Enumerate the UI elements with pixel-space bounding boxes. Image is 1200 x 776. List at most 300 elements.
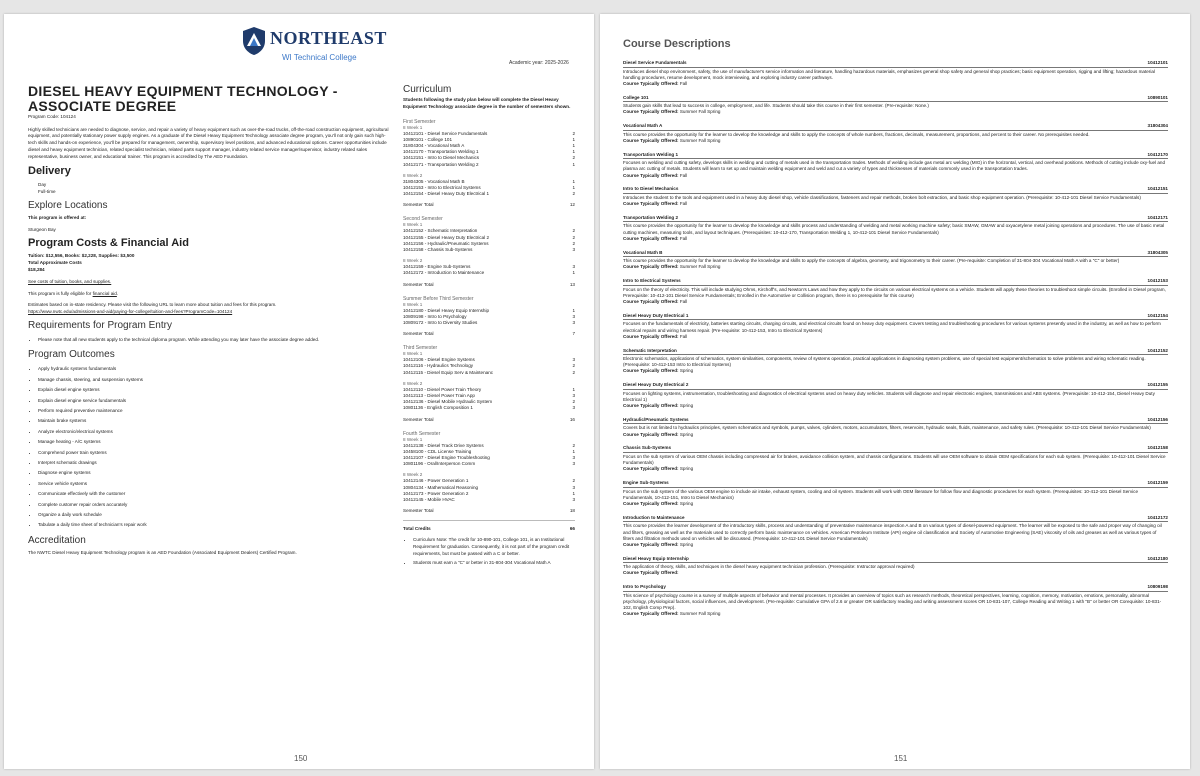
logo-name: NORTHEAST: [270, 28, 387, 48]
course-description: [623, 313, 1168, 340]
course-credits: 2: [572, 369, 575, 375]
course-offered: [623, 432, 1168, 438]
week-heading: 8 Week 1: [403, 124, 423, 130]
course-credits: 2: [572, 399, 575, 405]
course-name: 10412151 - Intro to Diesel Mechanics: [403, 155, 480, 161]
course-title: College 101: [623, 94, 649, 100]
divider: [403, 520, 575, 521]
course-name: 10412158 - Chassis Sub-Systems: [403, 247, 473, 253]
course-title: Intro to Diesel Mechanics: [623, 186, 679, 192]
course-name: 10412107 - Diesel Engine Troubleshooting: [403, 455, 490, 461]
course-offered-terms: Spring: [679, 501, 694, 507]
course-name: 10412146 - Power Generation 1: [403, 478, 469, 484]
semester-list: [403, 119, 575, 515]
course-number: 10890101: [1147, 94, 1168, 100]
course-offered-terms: Summer Fall Spring: [679, 264, 721, 270]
outcome-item: • Apply hydraulic systems fundamentals: [38, 364, 393, 374]
outcome-item: • Perform required preventive maintenance: [38, 406, 393, 416]
week-heading: 8 Week 2: [403, 258, 423, 264]
course-credits: 3: [572, 313, 575, 319]
semester-total-row: [403, 417, 575, 423]
course-name: 10801196 - Oral/Interperson Comm: [403, 461, 476, 467]
course-number: 31804305: [1147, 249, 1168, 255]
course-title: Vocational Math B: [623, 249, 663, 255]
course-title: Schematic Interpretation: [623, 347, 677, 353]
course-name: 10412154 - Diesel Heavy Duty Electrical 1: [403, 191, 490, 197]
course-text: This course provides the opportunity for the learner to develop the knowledge and skills process and understanding of welding and metal working machine safety; basic SMAW, GMAW and oxyacetylene metal joining operations and procedures. The use of basic metal cutting machines, measuring tools, and layout techniques. (Prerequisites: 10-412-170, Transportation Welding 1, 10-412-101 Diesel Service Fundamentals): [623, 223, 1165, 235]
course-description: [623, 445, 1168, 472]
course-offered: [623, 403, 1168, 409]
course-number: 10412159: [1147, 480, 1168, 486]
course-offered-terms: Spring: [679, 541, 694, 547]
course-number: 10412180: [1147, 555, 1168, 561]
course-title: Introduction to Maintenance: [623, 514, 685, 520]
course-number: 10412158: [1147, 445, 1168, 451]
shield-logo-icon: [242, 26, 266, 56]
course-number: 10412151: [1147, 186, 1168, 192]
course-number: 10412170: [1147, 151, 1168, 157]
semester-block: [403, 296, 575, 338]
semester-block: [403, 216, 575, 287]
course-heading: [623, 60, 1168, 68]
semester-total-value: 12: [569, 202, 575, 208]
course-name: 10412145 - Mobile HVAC: [403, 497, 455, 503]
course-credits: 3: [572, 320, 575, 326]
course-heading: [623, 215, 1168, 223]
outcomes-heading: Program Outcomes: [28, 349, 115, 361]
course-number: 10412154: [1147, 312, 1168, 318]
course-offered-label: Course Typically Offered:: [623, 201, 679, 207]
course-name: 10412153 - Intro to Electrical Systems: [403, 185, 481, 191]
total-credits-row: [403, 526, 575, 532]
page-number: 150: [294, 754, 308, 763]
course-offered-label: Course Typically Offered:: [623, 570, 679, 576]
course-name: 10412171 - Transportation Welding 2: [403, 161, 479, 167]
course-credits: 1: [572, 448, 575, 454]
requirement-item: • Please note that all new students apply to the technical diploma program. While attending you may later have the associate degree added.: [38, 335, 393, 345]
costs-link[interactable]: See costs of tuition, books, and supplies.: [28, 278, 112, 284]
course-name: 10412172 - Introduction to Maintenance: [403, 270, 485, 276]
course-row: [403, 191, 575, 197]
total-credits-value: 66: [569, 526, 575, 532]
tuition-line: Tuition: $12,556, Books: $2,228, Supplies: $3,500: [28, 253, 135, 259]
course-number: 10412172: [1147, 514, 1168, 520]
semester-block: [403, 431, 575, 515]
course-offered-terms: Spring: [679, 403, 694, 409]
course-credits: 2: [572, 478, 575, 484]
course-offered: [623, 81, 1168, 87]
semester-heading: First Semester: [403, 118, 436, 125]
course-descriptions-list: [623, 60, 1168, 625]
course-name: 10412170 - Transportation Welding 1: [403, 149, 479, 155]
course-description: [623, 348, 1168, 375]
semester-total-label: Semester Total: [403, 416, 434, 422]
course-offered-label: Course Typically Offered:: [623, 264, 679, 270]
course-offered-terms: Spring: [679, 431, 694, 437]
course-description: [623, 480, 1168, 507]
page-151: [600, 14, 1190, 769]
course-offered-terms: Fall: [679, 333, 688, 339]
course-title: Transportation Welding 2: [623, 214, 679, 220]
course-text: This course provides the learner development of the introductory skills, process and understanding of preventative maintenance inspection A and B on various types of diesel-powered equipment. The learner will be exposed to the safe and proper way of changing oil and filters, greasing as well as the materials used to correctly perform basic maintenance on vehicles. American Petroleum Institute (API) engine oil classification and Society of Automotive Engineering (SAE) viscosity of oils and greases as well as various types of filters and filtration methods used on vehicles will be discussed. (Prerequisite: 10-412-101 Diesel Service Fundamentals): [623, 523, 1162, 541]
course-number: 10412101: [1147, 60, 1168, 65]
course-name: 10412173 - Power Generation 2: [403, 490, 469, 496]
logo-subtitle: WI Technical College: [282, 53, 357, 62]
outcome-item: • Explain diesel engine service fundamentals: [38, 396, 393, 406]
week-heading: 8 Week 2: [403, 380, 423, 386]
course-name: 10412180 - Diesel Heavy Equip Internship: [403, 307, 490, 313]
week-heading: 8 Week 2: [403, 472, 423, 478]
course-title: Hydraulic/Pneumatic Systems: [623, 416, 689, 422]
course-offered: [623, 611, 1168, 617]
course-name: 10809198 - Intro to Psychology: [403, 313, 467, 319]
outcome-item: • Organize a daily work schedule: [38, 510, 393, 520]
course-name: 10412159 - Engine Sub-Systems: [403, 264, 471, 270]
course-name: 10412113 - Diesel Power Train App: [403, 393, 475, 399]
curriculum-note: • Students must earn a "C" or better in 31-804-304 Vocational Math A: [413, 559, 575, 566]
outcome-item: • Tabulate a daily time sheet of technician's repair work: [38, 520, 393, 530]
semester-total-row: [403, 202, 575, 208]
college-logo: [242, 26, 392, 70]
accreditation-text: The NWTC Diesel Heavy Equipment Technology program is an AED Foundation (Associated Equipment Dealers) Certified Program.: [28, 549, 297, 555]
course-description: [623, 152, 1168, 179]
course-text: Students gain skills that lead to success in college, employment, and life. Students should take this course in their first semester. (Pre-requisite: None.): [623, 103, 929, 109]
course-heading: [623, 348, 1168, 356]
course-descriptions-title: Course Descriptions: [623, 38, 731, 50]
course-text: Focuses on lighting systems, instrumentation, troubleshooting and diagnostics of electrical systems used on heavy duty vehicles. Students will diagnose and repair electronic engines, transmissions and ABS systems. (Prerequisite: 10-412-154, Diesel Heavy Duty Electrical 1): [623, 390, 1155, 402]
course-credits: 1: [572, 136, 575, 142]
course-heading: [623, 123, 1168, 131]
course-credits: 3: [572, 461, 575, 467]
location-name: Sturgeon Bay: [28, 226, 56, 232]
course-description: [623, 556, 1168, 577]
outcome-item: • Analyze electronic/electrical systems: [38, 427, 393, 437]
delivery-item: Day: [38, 181, 47, 187]
course-offered-label: Course Typically Offered:: [623, 541, 679, 547]
semester-total-value: 7: [572, 331, 575, 337]
course-offered-label: Course Typically Offered:: [623, 299, 679, 305]
course-name: 10458100 - CDL License Training: [403, 448, 472, 454]
outcome-item: • Service vehicle systems: [38, 479, 393, 489]
course-description: [623, 250, 1168, 271]
total-credits-label: Total Credits: [403, 526, 431, 532]
course-credits: 3: [572, 357, 575, 363]
outcome-item: • Complete customer repair orders accurately: [38, 500, 393, 510]
financial-aid-link[interactable]: financial aid: [92, 290, 117, 296]
outcome-item: • Communicate effectively with the customer: [38, 489, 393, 499]
course-credits: 2: [572, 155, 575, 161]
course-credits: 2: [572, 191, 575, 197]
course-row: [403, 270, 575, 276]
semester-total-label: Semester Total: [403, 281, 434, 287]
course-credits: 2: [572, 363, 575, 369]
course-offered-label: Course Typically Offered:: [623, 333, 679, 339]
delivery-heading: Delivery: [28, 164, 71, 177]
course-offered: [623, 201, 1168, 207]
course-heading: [623, 152, 1168, 160]
course-heading: [623, 417, 1168, 425]
course-credits: 2: [572, 234, 575, 240]
course-offered-label: Course Typically Offered:: [623, 431, 679, 437]
curriculum-notes: [403, 536, 575, 566]
page-150: [4, 14, 594, 769]
requirements-heading: Requirements for Program Entry: [28, 319, 172, 331]
course-name: 31804304 - Vocational Math A: [403, 143, 465, 148]
course-offered: [623, 138, 1168, 144]
outcome-item: • Maintain brake systems: [38, 416, 393, 426]
course-description: [623, 60, 1168, 87]
semester-total-label: Semester Total: [403, 331, 434, 337]
course-text: Focus on the sub system of various OEM chassis including compressed air for brakes, avoidance collision system, and chassis configurations. Students will use OEM software to obtain OEM specifications for each sub system. (Prerequisite: 10-412-101 Diesel Service Fundamentals): [623, 453, 1166, 466]
course-credits: 1: [572, 490, 575, 496]
course-text: Covers but is not limited to hydraulics principles, system schematics and symbols, pumps, valves, cylinders, motors, accumulators, filters, reservoirs, hydraulic seals, fluids, maintenance, and safety rules. (Prerequisite: 10-412-101 Diesel Service Fundamentals): [623, 425, 1151, 431]
course-description: [623, 278, 1168, 305]
tuition-url-link[interactable]: https://www.nwtc.edu/admissions-and-aid/paying-for-college/tuition-and-fees?ProgramCode=104124: [28, 309, 233, 315]
course-name: 10804134 - Mathematical Reasoning: [403, 484, 479, 490]
program-description: Highly skilled technicians are needed to diagnose, service, and repair a variety of heavy equipment such as over-the-road trucks, off-the-road construction equipment, agricultural equipment, and potentially stationary power supply engines. As a graduate of the Diesel Heavy Equipment Technology associate degree program, you'll not only gain such high-tech skills and hands-on experience, you'll be prepared for management, ownership, supervisory level positions, and advanced educational options. Career opportunities include diesel and heavy equipment technician, related specialist technician, related parts support manager, industry related service manager/supervisor, industry related sales representative, business owner, and educational trainer. This program is accredited by The AED Foundation.: [28, 126, 389, 159]
course-heading: [623, 186, 1168, 194]
course-title: Diesel Service Fundamentals: [623, 60, 687, 65]
course-title: Engine Sub-Systems: [623, 480, 669, 486]
course-text: Introduces diesel shop environment, safety, the use of manufacturer's service information and literature, handling hazardous materials, emphasizes general shop safety and general shop practices; basic equipment operation, rigging and lifting; hazardous material handling procedures, resume development, mock interviewing, and exploring industry career pathways.: [623, 68, 1155, 80]
course-offered-terms: Spring: [679, 368, 694, 374]
course-name: 10809172 - Intro to Diversity Studies: [403, 320, 478, 326]
course-heading: [623, 556, 1168, 564]
requirements-list: [28, 335, 393, 345]
program-overview-column: [28, 84, 393, 560]
course-offered-terms: Summer Fall Spring: [679, 137, 721, 143]
course-credits: 1: [572, 149, 575, 155]
financial-aid-prefix: This program is fully eligible for: [28, 290, 93, 296]
course-heading: [623, 250, 1168, 258]
course-offered-terms: Spring: [679, 466, 694, 472]
course-number: 10412156: [1147, 416, 1168, 422]
course-row: [403, 320, 575, 326]
semester-block: [403, 119, 575, 209]
week-heading: 8 Week 1: [403, 351, 423, 357]
course-offered-terms: Fall: [679, 80, 688, 86]
semester-heading: Summer Before Third Semester: [403, 295, 474, 302]
semester-heading: Third Semester: [403, 345, 438, 352]
course-credits: 1: [572, 386, 575, 392]
course-credits: 2: [572, 442, 575, 448]
week-heading: 8 Week 2: [403, 172, 423, 178]
course-credits: 3: [572, 393, 575, 399]
course-offered: [623, 109, 1168, 115]
course-credits: 3: [572, 264, 575, 270]
course-name: 10412110 - Diesel Power Train Theory: [403, 386, 482, 392]
outcomes-list: [28, 364, 393, 531]
course-title: Vocational Math A: [623, 123, 663, 129]
course-name: 10412116 - Hydraulics Technology: [403, 363, 474, 369]
course-number: 10412171: [1147, 214, 1168, 220]
course-offered-label: Course Typically Offered:: [623, 137, 679, 143]
course-heading: [623, 278, 1168, 286]
course-credits: 2: [572, 228, 575, 234]
course-offered: [623, 334, 1168, 340]
outcome-item: • Explain diesel engine systems: [38, 385, 393, 395]
course-credits: 1: [572, 161, 575, 167]
course-offered-label: Course Typically Offered:: [623, 501, 679, 507]
approx-cost-label: Total Approximate Costs: [28, 260, 82, 266]
course-offered-terms: Fall: [679, 299, 688, 305]
course-offered: [623, 542, 1168, 548]
course-heading: [623, 445, 1168, 453]
course-description: [623, 382, 1168, 409]
course-title: Diesel Heavy Equip Internship: [623, 555, 689, 561]
course-heading: [623, 313, 1168, 321]
course-number: 10412155: [1147, 382, 1168, 388]
curriculum-column: [403, 84, 575, 568]
outcome-item: • Diagnose engine systems: [38, 468, 393, 478]
semester-total-value: 13: [569, 281, 575, 287]
course-offered: [623, 368, 1168, 374]
course-row: [403, 497, 575, 503]
course-offered-label: Course Typically Offered:: [623, 403, 679, 409]
course-heading: [623, 584, 1168, 592]
course-number: 10412152: [1147, 347, 1168, 353]
semester-block: [403, 345, 575, 422]
financial-aid-suffix: .: [116, 290, 119, 296]
course-description: [623, 123, 1168, 144]
course-name: 10412138 - Diesel Track Drive Systems: [403, 442, 484, 448]
course-offered: [623, 264, 1168, 270]
course-credits: 3: [572, 405, 575, 411]
course-name: 10412152 - Schematic Interpretation: [403, 228, 478, 234]
week-heading: 8 Week 1: [403, 222, 423, 228]
academic-year: Academic year: 2025-2026: [509, 60, 569, 66]
semester-total-row: [403, 331, 575, 337]
course-text: Focuses on welding and cutting safety, develops skills in welding and cutting of metals used in the transportation trades. Methods of welding include gas metal arc welding (MIG) in the horizontal, vertical, and overhead positions. Methods of cutting include oxy-fuel and plasma arc cutting of metals. Students will learn to set up and maintain welding equipment and weld and cut a variety of types and thicknesses of materials commonly used in the transportation trades.: [623, 160, 1166, 172]
offered-at-label: This program is offered at:: [28, 214, 87, 220]
course-description: [623, 215, 1168, 242]
course-offered-terms: Fall: [679, 235, 688, 241]
course-name: 10801136 - English Composition 1: [403, 405, 473, 411]
outcome-item: • Manage chassis, steering, and suspension systems: [38, 375, 393, 385]
outcome-item: • Interpret schematic drawings: [38, 458, 393, 468]
course-text: Focus on the theory of electricity. This will include studying Ohms, Kirchoff's, and Newton's Laws and how they apply to the circuits on various electrical systems on a vehicle. Students will apply these theories to troubleshoot simple circuits. (Enrolled in Diesel program, Prerequisite: 10-412-101 Diesel Service Fundamentals; Enrolled in the Automotive or Collision program, there is no prerequisite for this course): [623, 286, 1166, 298]
course-text: This course provides the opportunity for the learner to develop the knowledge and skills to apply the concepts of whole numbers, fractions, decimals, measurement, proportions, and percent to their career. No prerequisites needed.: [623, 131, 1090, 137]
course-name: 10412136 - Diesel Mobile Hydraulic System: [403, 399, 493, 405]
course-name: 10412106 - Diesel Engine Systems: [403, 357, 475, 363]
approx-cost-value: $18,284: [28, 266, 45, 272]
course-title: Diesel Heavy Duty Electrical 2: [623, 382, 689, 388]
course-credits: 3: [572, 455, 575, 461]
semester-heading: Second Semester: [403, 216, 443, 223]
course-text: This science of psychology course is a survey of multiple aspects of behavior and mental processes. It provides an overview of topics such as research methods, theoretical perspectives, learning, cognition, memory, motivation, emotions, personality, abnormal psychology, physiological factors, social influences, and development. (Pre-requisite: Cumulative GPA of 2.6 or greater OR satisfactory reading and writing assessment scores OR 10-831-107, College Reading and Writing 1 with "B" or better OR Corequisite: 10-831-102, English Comp Prep).: [623, 592, 1162, 611]
course-description: [623, 515, 1168, 548]
course-credits: 3: [572, 484, 575, 490]
course-offered-label: Course Typically Offered:: [623, 172, 679, 178]
delivery-item: Full-time: [38, 189, 56, 195]
week-heading: 8 Week 1: [403, 301, 423, 307]
course-text: Electronic schematics, applications of schematics, system similarities, components, review of systems operation, practical applications in diagnosing system problems, use of special test equipment/schematics to solve problems and wiring schematic reading. (Prerequisite: 10-412-153 Intro to Electrical Systems): [623, 356, 1146, 368]
week-heading: 8 Week 1: [403, 436, 423, 442]
course-name: 10412101 - Diesel Service Fundamentals: [403, 130, 488, 136]
course-description: [623, 186, 1168, 207]
course-number: 10809198: [1147, 584, 1168, 590]
course-offered-label: Course Typically Offered:: [623, 80, 679, 86]
course-offered: [623, 299, 1168, 305]
program-title: DIESEL HEAVY EQUIPMENT TECHNOLOGY - ASSOCIATE DEGREE: [28, 83, 338, 114]
curriculum-intro: Students following the study plan below will complete the Diesel Heavy Equipment Technology associate degree in the number of semesters shown.: [403, 97, 571, 109]
page-number: 151: [894, 754, 908, 763]
course-title: Intro to Electrical Systems: [623, 278, 681, 284]
course-offered-label: Course Typically Offered:: [623, 466, 679, 472]
course-heading: [623, 95, 1168, 103]
course-offered: [623, 236, 1168, 242]
outcome-item: • Comprehend power train systems: [38, 448, 393, 458]
course-credits: 1: [572, 270, 575, 276]
course-name: 10412115 - Diesel Equip Serv & Maintenanc: [403, 369, 494, 375]
costs-heading: Program Costs & Financial Aid: [28, 237, 189, 250]
course-name: 31804305 - Vocational Math B: [403, 178, 465, 184]
locations-heading: Explore Locations: [28, 199, 108, 211]
semester-total-value: 18: [569, 508, 575, 514]
course-heading: [623, 480, 1168, 488]
course-description: [623, 95, 1168, 116]
course-offered-terms: Fall: [679, 172, 688, 178]
course-credits: 1: [572, 143, 575, 148]
course-name: 10412155 - Diesel Heavy Duty Electrical 2: [403, 234, 490, 240]
semester-heading: Fourth Semester: [403, 430, 441, 437]
course-text: Introduces the student to the tools and equipment used in a heavy duty diesel shop, vehicle classifications, fasteners and repair methods, broken bolt extraction, and basic shop equipment operation. (Prerequisite: 10-412-101 Diesel Service Fundamentals): [623, 194, 1141, 200]
delivery-list: [28, 181, 393, 196]
course-text: The application of theory, skills, and techniques in the diesel heavy equipment technician profession. (Prerequisite: Instructor approval required): [623, 564, 915, 570]
course-offered-terms: Fall: [679, 201, 688, 207]
course-offered-label: Course Typically Offered:: [623, 611, 679, 617]
course-offered: [623, 173, 1168, 179]
course-title: Diesel Heavy Duty Electrical 1: [623, 312, 689, 318]
curriculum-heading: Curriculum: [403, 84, 452, 95]
course-offered-label: Course Typically Offered:: [623, 368, 679, 374]
course-credits: 1: [572, 185, 575, 191]
semester-total-row: [403, 282, 575, 288]
accreditation-heading: Accreditation: [28, 534, 86, 546]
course-name: 10412156 - Hydraulic/Pneumatic Systems: [403, 240, 489, 246]
course-heading: [623, 515, 1168, 523]
course-heading: [623, 382, 1168, 390]
course-title: Transportation Welding 1: [623, 151, 679, 157]
semester-total-value: 16: [569, 416, 575, 422]
course-credits: 2: [572, 240, 575, 246]
financial-aid-line: [28, 291, 393, 298]
course-offered: [623, 570, 1168, 576]
course-row: [403, 405, 575, 411]
course-number: 10412153: [1147, 278, 1168, 284]
curriculum-note: • Curriculum Note: The credit for 10-890-101, College 101, is an Institutional Requirement for graduation. Consequently, it is not part of the program credit requirements, but must be passed with a C or better.: [413, 536, 575, 557]
semester-total-row: [403, 508, 575, 514]
course-credits: 2: [572, 130, 575, 136]
estimates-note: Estimates based on in-state residency. Please visit the following URL to learn more about tuition and fees for this program.: [28, 302, 277, 308]
course-name: 10890101 - College 101: [403, 136, 453, 142]
outcome-item: • Manage heating - A/C systems: [38, 437, 393, 447]
course-number: 31804304: [1147, 123, 1168, 129]
course-offered-terms: Summer Fall Spring: [679, 611, 721, 617]
course-offered-terms: Summer Fall Spring: [679, 109, 721, 115]
course-offered: [623, 466, 1168, 472]
course-offered-label: Course Typically Offered:: [623, 235, 679, 241]
semester-total-label: Semester Total: [403, 508, 434, 514]
course-title: Chassis Sub-Systems: [623, 445, 671, 451]
course-text: This course provides the opportunity for the learner to develop the knowledge and skills to apply the concepts of algebra, geometry, and trigonometry to their career. (Pre-requisite: Completion of 31-804-304 Vocational Math A with a "C" or better): [623, 258, 1120, 264]
semester-total-label: Semester Total: [403, 202, 434, 208]
course-text: Focuses on the fundamentals of electricity, batteries starting circuits, charging circuits, and electrical circuits found on heavy duty equipment. Covers testing and troubleshooting procedures for various systems presently used in the industry, as well as how to perform electrical repairs and wiring harness repair. (Pre-requisite: 10-412-153, Intro to Electrical Systems): [623, 321, 1161, 333]
program-code: Program Code: 104124: [28, 114, 76, 119]
course-description: [623, 584, 1168, 617]
course-credits: 1: [572, 178, 575, 184]
course-text: Focus on the sub system of the various OEM engine to include air intake, exhaust system, cooling and oil system. Students will work with OEM literature for follow flow and diagnostic procedures for each system. (Prerequisites: 10-412-101 Diesel Service Fundamentals, 10-412-151, Intro to Diesel Mechanics): [623, 488, 1138, 500]
